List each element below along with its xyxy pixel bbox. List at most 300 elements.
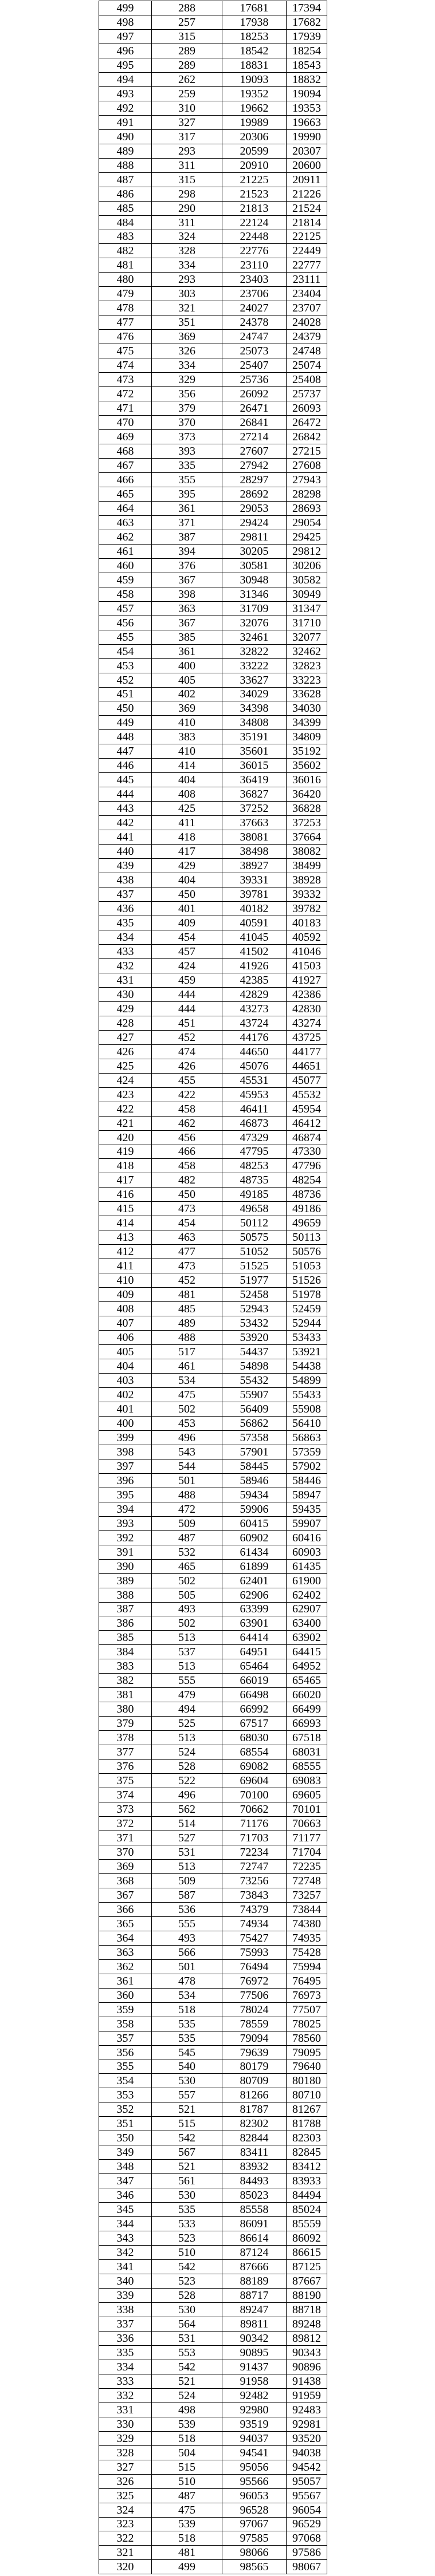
table-cell: 346 <box>99 2188 152 2203</box>
table-cell: 87124 <box>222 2246 287 2260</box>
table-row <box>99 730 327 744</box>
table-cell: 454 <box>152 930 222 945</box>
table-cell: 351 <box>152 315 222 330</box>
table-cell: 64415 <box>287 1645 327 1659</box>
table-cell: 36420 <box>287 787 327 802</box>
table-cell: 487 <box>152 2489 222 2503</box>
table-row <box>99 2332 327 2346</box>
table-cell: 87666 <box>222 2260 287 2274</box>
table-cell: 84493 <box>222 2174 287 2188</box>
table-row <box>99 2403 327 2417</box>
table-cell: 95056 <box>222 2460 287 2475</box>
table-row <box>99 430 327 444</box>
table-cell: 30205 <box>222 545 287 559</box>
table-cell: 81266 <box>222 2088 287 2102</box>
table-row <box>99 1903 327 1917</box>
table-cell: 51978 <box>287 1288 327 1302</box>
table-cell: 326 <box>152 344 222 358</box>
table-cell: 485 <box>99 202 152 216</box>
table-cell: 85558 <box>222 2203 287 2217</box>
table-cell: 78560 <box>287 2031 327 2046</box>
table-cell: 98565 <box>222 2560 287 2574</box>
table-cell: 95566 <box>222 2475 287 2489</box>
table-cell: 420 <box>99 1131 152 1145</box>
table-cell: 42386 <box>287 988 327 1002</box>
table-cell: 461 <box>152 1359 222 1374</box>
table-cell: 293 <box>152 144 222 159</box>
table-cell: 402 <box>152 688 222 702</box>
table-row <box>99 802 327 816</box>
table-cell: 58446 <box>287 1474 327 1488</box>
table-row <box>99 2346 327 2360</box>
table-cell: 400 <box>99 1417 152 1431</box>
table-row <box>99 973 327 988</box>
table-cell: 518 <box>152 2003 222 2017</box>
table-row <box>99 173 327 187</box>
table-cell: 502 <box>152 1616 222 1631</box>
table-row <box>99 101 327 116</box>
table-row <box>99 2217 327 2231</box>
table-row <box>99 416 327 430</box>
table-cell: 473 <box>99 373 152 387</box>
table-cell: 57901 <box>222 1445 287 1459</box>
table-cell: 400 <box>152 659 222 673</box>
table-cell: 36016 <box>287 773 327 787</box>
table-cell: 20599 <box>222 144 287 159</box>
table-cell: 61900 <box>287 1574 327 1588</box>
table-cell: 492 <box>99 101 152 116</box>
table-cell: 488 <box>152 1331 222 1345</box>
table-cell: 474 <box>99 358 152 373</box>
table-cell: 62402 <box>287 1588 327 1603</box>
table-cell: 334 <box>99 2360 152 2374</box>
table-cell: 40183 <box>287 916 327 930</box>
table-cell: 513 <box>152 1731 222 1745</box>
table-cell: 518 <box>152 2531 222 2546</box>
table-cell: 35191 <box>222 730 287 744</box>
table-cell: 374 <box>99 1788 152 1802</box>
table-cell: 401 <box>152 902 222 916</box>
table-cell: 97068 <box>287 2531 327 2546</box>
table-cell: 343 <box>99 2231 152 2246</box>
table-cell: 28693 <box>287 502 327 516</box>
table-cell: 19663 <box>287 116 327 130</box>
table-cell: 535 <box>152 2031 222 2046</box>
table-cell: 60902 <box>222 1531 287 1545</box>
table-cell: 24747 <box>222 330 287 344</box>
table-row <box>99 1131 327 1145</box>
table-cell: 24027 <box>222 301 287 315</box>
table-cell: 539 <box>152 2518 222 2532</box>
table-cell: 86614 <box>222 2231 287 2246</box>
table-cell: 458 <box>152 1102 222 1117</box>
table-cell: 63902 <box>287 1631 327 1645</box>
table-cell: 18542 <box>222 44 287 58</box>
table-cell: 328 <box>99 2446 152 2460</box>
table-cell: 334 <box>152 358 222 373</box>
table-cell: 74380 <box>287 1917 327 1931</box>
table-cell: 18832 <box>287 73 327 87</box>
table-cell: 455 <box>99 630 152 645</box>
table-cell: 452 <box>152 1031 222 1045</box>
table-cell: 363 <box>99 1946 152 1960</box>
table-cell: 473 <box>152 1202 222 1216</box>
table-row <box>99 2417 327 2432</box>
table-cell: 393 <box>152 444 222 459</box>
table-cell: 91438 <box>287 2374 327 2389</box>
table-cell: 21523 <box>222 187 287 202</box>
table-cell: 83933 <box>287 2174 327 2188</box>
table-cell: 439 <box>99 859 152 873</box>
table-row <box>99 1002 327 1016</box>
table-cell: 68554 <box>222 1745 287 1760</box>
table-row <box>99 2031 327 2046</box>
table-cell: 51526 <box>287 1273 327 1288</box>
table-row <box>99 830 327 845</box>
table-row <box>99 1717 327 1731</box>
table-row <box>99 2131 327 2145</box>
table-row <box>99 1560 327 1574</box>
table-cell: 450 <box>99 701 152 716</box>
table-cell: 51525 <box>222 1259 287 1273</box>
table-cell: 517 <box>152 1345 222 1359</box>
table-cell: 32822 <box>222 645 287 659</box>
table-cell: 555 <box>152 1917 222 1931</box>
table-cell: 81787 <box>222 2102 287 2117</box>
table-cell: 49659 <box>287 1216 327 1230</box>
table-cell: 471 <box>99 401 152 416</box>
table-cell: 45077 <box>287 1074 327 1088</box>
table-cell: 493 <box>152 1931 222 1946</box>
table-cell: 355 <box>152 473 222 487</box>
table-cell: 56862 <box>222 1417 287 1431</box>
table-cell: 74379 <box>222 1903 287 1917</box>
table-cell: 430 <box>99 988 152 1002</box>
table-row <box>99 2389 327 2403</box>
table-cell: 480 <box>99 273 152 287</box>
table-cell: 566 <box>152 1946 222 1960</box>
table-cell: 408 <box>99 1302 152 1316</box>
table-row <box>99 1688 327 1702</box>
table-cell: 28297 <box>222 473 287 487</box>
table-cell: 479 <box>99 287 152 301</box>
table-row <box>99 1388 327 1402</box>
table-cell: 499 <box>99 1 152 15</box>
table-cell: 41046 <box>287 945 327 959</box>
table-cell: 27607 <box>222 444 287 459</box>
table-row <box>99 959 327 973</box>
table-cell: 25408 <box>287 373 327 387</box>
table-row <box>99 1502 327 1517</box>
table-row <box>99 930 327 945</box>
table-cell: 72748 <box>287 1874 327 1888</box>
table-cell: 32076 <box>222 616 287 630</box>
table-cell: 83412 <box>287 2160 327 2174</box>
table-cell: 482 <box>99 244 152 258</box>
table-row <box>99 1145 327 1159</box>
table-cell: 414 <box>152 759 222 773</box>
table-cell: 43273 <box>222 1002 287 1016</box>
table-cell: 96054 <box>287 2503 327 2518</box>
table-cell: 469 <box>99 430 152 444</box>
table-cell: 486 <box>99 187 152 202</box>
table-cell: 19353 <box>287 101 327 116</box>
table-cell: 454 <box>152 1216 222 1230</box>
table-cell: 26841 <box>222 416 287 430</box>
table-row <box>99 1888 327 1903</box>
table-cell: 35601 <box>222 744 287 759</box>
table-cell: 498 <box>99 15 152 30</box>
table-cell: 382 <box>99 1674 152 1688</box>
table-cell: 47796 <box>287 1159 327 1173</box>
table-cell: 496 <box>99 44 152 58</box>
table-cell: 32461 <box>222 630 287 645</box>
table-row <box>99 473 327 487</box>
table-cell: 63400 <box>287 1616 327 1631</box>
table-cell: 290 <box>152 202 222 216</box>
table-cell: 367 <box>99 1888 152 1903</box>
table-cell: 82302 <box>222 2117 287 2131</box>
table-cell: 408 <box>152 787 222 802</box>
table-row <box>99 2360 327 2374</box>
table-cell: 88189 <box>222 2274 287 2289</box>
table-cell: 95057 <box>287 2475 327 2489</box>
table-cell: 444 <box>99 787 152 802</box>
table-row <box>99 701 327 716</box>
table-cell: 426 <box>99 1045 152 1059</box>
table-cell: 324 <box>99 2503 152 2518</box>
table-cell: 27214 <box>222 430 287 444</box>
table-cell: 43274 <box>287 1016 327 1031</box>
table-cell: 562 <box>152 1802 222 1817</box>
table-cell: 93519 <box>222 2417 287 2432</box>
table-row <box>99 30 327 44</box>
table-row <box>99 315 327 330</box>
table-cell: 29812 <box>287 545 327 559</box>
table-cell: 398 <box>152 587 222 602</box>
table-cell: 71177 <box>287 1831 327 1845</box>
table-cell: 53432 <box>222 1316 287 1331</box>
table-row <box>99 58 327 73</box>
table-cell: 50575 <box>222 1230 287 1245</box>
table-cell: 79094 <box>222 2031 287 2046</box>
table-cell: 446 <box>99 759 152 773</box>
table-cell: 25737 <box>287 387 327 401</box>
table-cell: 32077 <box>287 630 327 645</box>
table-row <box>99 330 327 344</box>
table-cell: 42830 <box>287 1002 327 1016</box>
table-cell: 419 <box>99 1145 152 1159</box>
table-cell: 335 <box>152 459 222 473</box>
table-cell: 79640 <box>287 2060 327 2074</box>
table-cell: 59435 <box>287 1502 327 1517</box>
table-cell: 501 <box>152 1960 222 1974</box>
table-cell: 466 <box>99 473 152 487</box>
table-cell: 56409 <box>222 1402 287 1417</box>
table-cell: 78024 <box>222 2003 287 2017</box>
table-row <box>99 2046 327 2060</box>
table-cell: 87667 <box>287 2274 327 2289</box>
table-cell: 262 <box>152 73 222 87</box>
table-row <box>99 1417 327 1431</box>
table-cell: 370 <box>99 1845 152 1860</box>
table-row <box>99 1117 327 1131</box>
table-cell: 74935 <box>287 1931 327 1946</box>
table-cell: 46873 <box>222 1117 287 1131</box>
table-cell: 524 <box>152 2389 222 2403</box>
table-cell: 50113 <box>287 1230 327 1245</box>
table-row <box>99 2188 327 2203</box>
table-cell: 426 <box>152 1059 222 1074</box>
table-cell: 397 <box>99 1459 152 1474</box>
table-cell: 49185 <box>222 1188 287 1202</box>
table-cell: 465 <box>152 1560 222 1574</box>
table-cell: 94038 <box>287 2446 327 2460</box>
table-row <box>99 1802 327 1817</box>
table-cell: 479 <box>152 1688 222 1702</box>
table-cell: 52458 <box>222 1288 287 1302</box>
table-cell: 385 <box>152 630 222 645</box>
table-cell: 66993 <box>287 1717 327 1731</box>
table-cell: 23111 <box>287 273 327 287</box>
table-cell: 490 <box>99 130 152 144</box>
table-cell: 44651 <box>287 1059 327 1074</box>
table-cell: 59434 <box>222 1488 287 1502</box>
table-row <box>99 2145 327 2160</box>
table-cell: 289 <box>152 44 222 58</box>
table-cell: 496 <box>152 1431 222 1445</box>
table-cell: 89811 <box>222 2317 287 2332</box>
table-cell: 310 <box>152 101 222 116</box>
table-row <box>99 2274 327 2289</box>
table-cell: 35192 <box>287 744 327 759</box>
table-row <box>99 1659 327 1674</box>
table-cell: 414 <box>99 1216 152 1230</box>
table-cell: 409 <box>99 1288 152 1302</box>
table-cell: 43725 <box>287 1031 327 1045</box>
table-cell: 24748 <box>287 344 327 358</box>
table-cell: 407 <box>99 1316 152 1331</box>
table-cell: 21524 <box>287 202 327 216</box>
table-cell: 364 <box>99 1931 152 1946</box>
table-cell: 379 <box>152 401 222 416</box>
table-cell: 322 <box>99 2531 152 2546</box>
table-cell: 70100 <box>222 1788 287 1802</box>
table-cell: 335 <box>99 2346 152 2360</box>
table-cell: 89247 <box>222 2303 287 2317</box>
table-cell: 372 <box>99 1817 152 1831</box>
table-cell: 542 <box>152 2360 222 2374</box>
table-cell: 54437 <box>222 1345 287 1359</box>
table-cell: 423 <box>99 1088 152 1102</box>
table-cell: 32823 <box>287 659 327 673</box>
table-cell: 545 <box>152 2046 222 2060</box>
table-cell: 477 <box>152 1245 222 1259</box>
table-cell: 38928 <box>287 873 327 887</box>
table-cell: 354 <box>99 2074 152 2088</box>
table-cell: 395 <box>152 487 222 502</box>
table-cell: 367 <box>152 573 222 587</box>
table-cell: 358 <box>99 2017 152 2031</box>
table-cell: 363 <box>152 602 222 616</box>
table-cell: 40592 <box>287 930 327 945</box>
table-cell: 57358 <box>222 1431 287 1445</box>
table-row <box>99 2074 327 2088</box>
table-row <box>99 1088 327 1102</box>
table-cell: 61435 <box>287 1560 327 1574</box>
table-cell: 510 <box>152 2246 222 2260</box>
table-cell: 68031 <box>287 1745 327 1760</box>
table-cell: 75427 <box>222 1931 287 1946</box>
table-cell: 456 <box>99 616 152 630</box>
table-cell: 386 <box>99 1616 152 1631</box>
table-cell: 84494 <box>287 2188 327 2203</box>
table-row <box>99 902 327 916</box>
table-cell: 45954 <box>287 1102 327 1117</box>
table-cell: 494 <box>152 1702 222 1717</box>
table-cell: 345 <box>99 2203 152 2217</box>
table-cell: 298 <box>152 187 222 202</box>
table-row <box>99 2203 327 2217</box>
table-cell: 422 <box>152 1088 222 1102</box>
table-cell: 50576 <box>287 1245 327 1259</box>
table-cell: 404 <box>99 1359 152 1374</box>
table-cell: 381 <box>99 1688 152 1702</box>
table-cell: 30948 <box>222 573 287 587</box>
table-cell: 451 <box>99 688 152 702</box>
table-cell: 41927 <box>287 973 327 988</box>
table-cell: 66019 <box>222 1674 287 1688</box>
table-cell: 531 <box>152 2332 222 2346</box>
table-cell: 329 <box>99 2432 152 2446</box>
table-row <box>99 2174 327 2188</box>
table-row <box>99 1960 327 1974</box>
table-cell: 365 <box>99 1917 152 1931</box>
table-cell: 496 <box>152 1788 222 1802</box>
table-cell: 441 <box>99 830 152 845</box>
table-cell: 54898 <box>222 1359 287 1374</box>
table-cell: 45532 <box>287 1088 327 1102</box>
table-row <box>99 1345 327 1359</box>
table-cell: 70663 <box>287 1817 327 1831</box>
table-cell: 23706 <box>222 287 287 301</box>
table-cell: 481 <box>99 258 152 273</box>
table-cell: 98067 <box>287 2560 327 2574</box>
table-cell: 410 <box>99 1273 152 1288</box>
table-cell: 390 <box>99 1560 152 1574</box>
table-cell: 536 <box>152 1903 222 1917</box>
table-cell: 79095 <box>287 2046 327 2060</box>
table-row <box>99 1774 327 1788</box>
table-cell: 37252 <box>222 802 287 816</box>
table-row <box>99 602 327 616</box>
table-cell: 77506 <box>222 1989 287 2003</box>
table-row <box>99 273 327 287</box>
table-cell: 499 <box>152 2560 222 2574</box>
table-cell: 467 <box>99 459 152 473</box>
table-cell: 82844 <box>222 2131 287 2145</box>
table-cell: 81788 <box>287 2117 327 2131</box>
table-cell: 530 <box>152 2074 222 2088</box>
table-cell: 30949 <box>287 587 327 602</box>
table-cell: 34399 <box>287 716 327 730</box>
table-row <box>99 759 327 773</box>
table-cell: 393 <box>99 1517 152 1531</box>
table-cell: 521 <box>152 2102 222 2117</box>
table-cell: 424 <box>152 959 222 973</box>
table-cell: 337 <box>99 2317 152 2332</box>
table-cell: 504 <box>152 2446 222 2460</box>
